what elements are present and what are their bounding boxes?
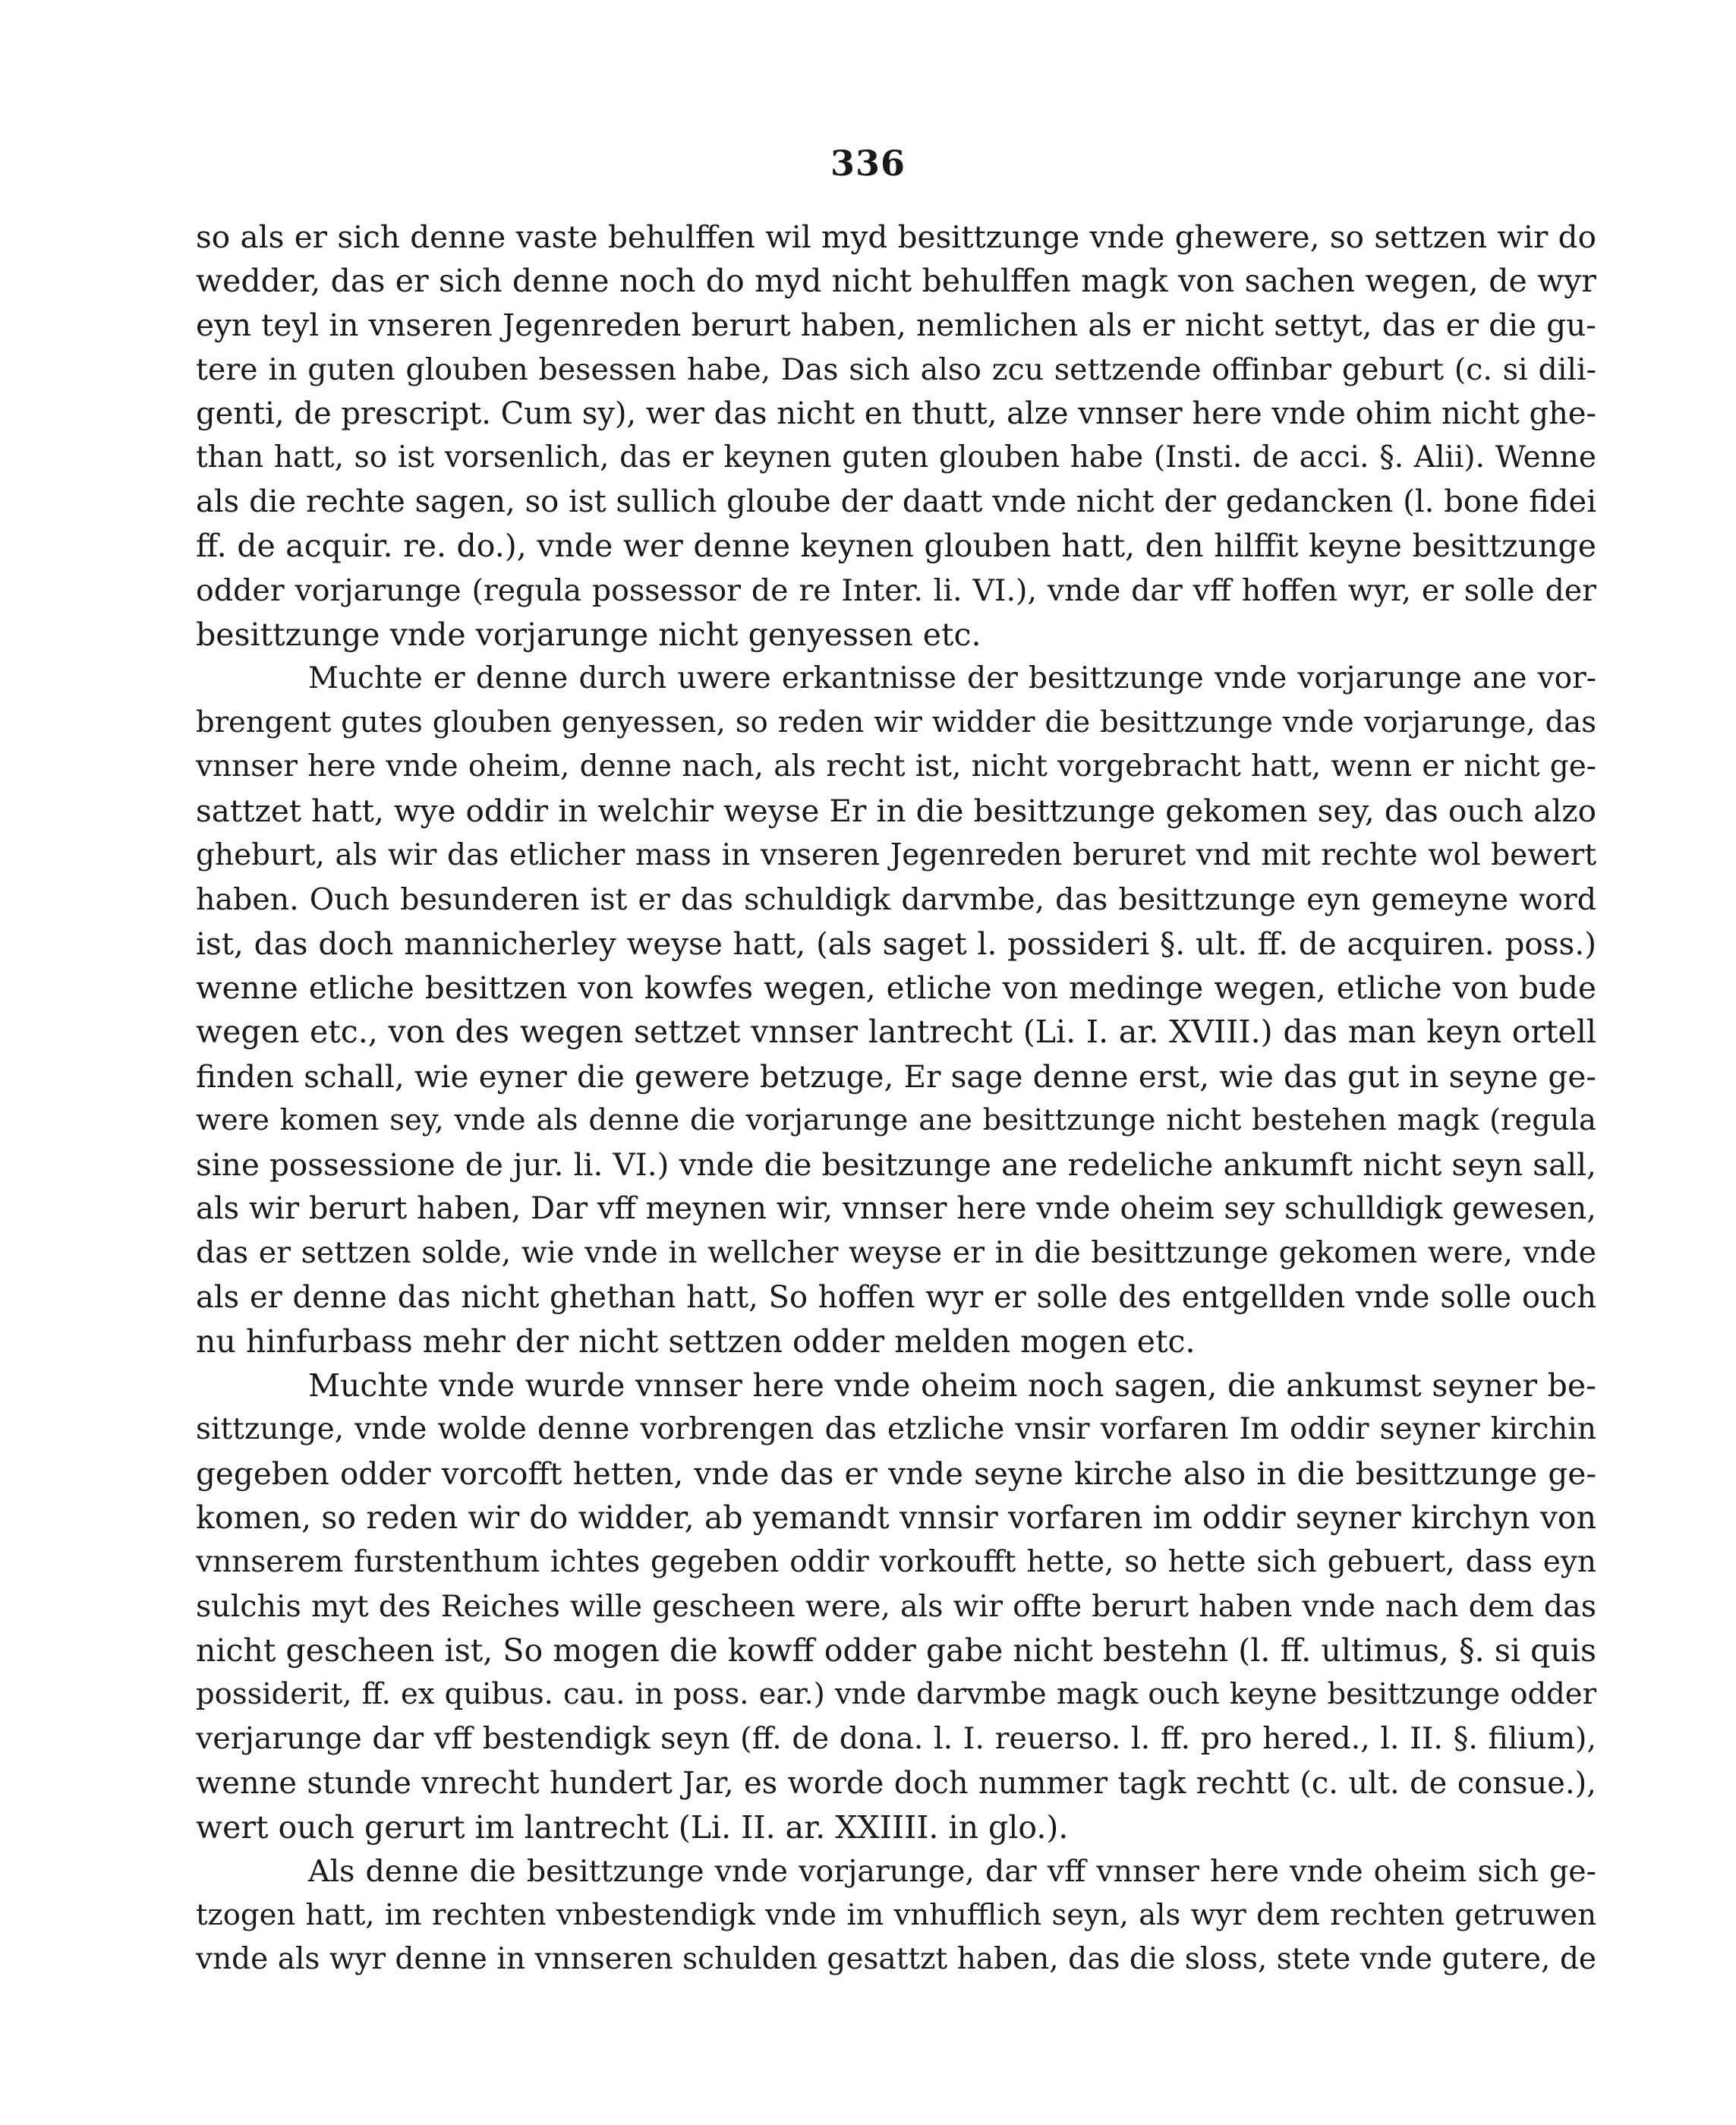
text-line: gegeben odder vorcofft hetten, vnde das er vnde seyne kirche also in die besittzunge ge- [196, 1455, 1596, 1493]
text-line: brengent gutes glouben genyessen, so reden wir widder die besittzunge vnde vorjarunge, das [196, 705, 1596, 740]
text-line: wegen etc., von des wegen settzet vnnser lantrecht (Li. I. ar. XVIII.) das man keyn ortell [196, 1014, 1596, 1051]
text-line: haben. Ouch besunderen ist er das schuldigk darvmbe, das besittzunge eyn gemeyne word [196, 881, 1596, 917]
text-line: sine possessione de jur. li. VI.) vnde die besitzunge ane redeliche ankumft nicht seyn sall, [196, 1146, 1596, 1183]
text-line: vnnserem furstenthum ichtes gegeben oddir vorkoufft hette, so hette sich gebuert, dass eyn [196, 1544, 1596, 1579]
text-line: wenne etliche besittzen von kowfes wegen, etliche von medinge wegen, etliche von bude [196, 969, 1596, 1007]
text-line: ff. de acquir. re. do.), vnde wer denne keynen glouben hatt, den hilffit keyne besittzunge [196, 528, 1596, 565]
text-line: als die rechte sagen, so ist sullich gloube der daatt vnde nicht der gedancken (l. bone fidei [196, 484, 1596, 520]
text-line: tere in guten glouben besessen habe, Das sich also zcu settzende offinbar geburt (c. si dili- [196, 352, 1596, 387]
text-line: wenne stunde vnrecht hundert Jar, es worde doch nummer tagk rechtt (c. ult. de consue.), [196, 1765, 1596, 1801]
text-line: finden schall, wie eyner die gewere betzuge, Er sage denne erst, wie das gut in seyne ge- [196, 1058, 1596, 1095]
text-line: komen, so reden wir do widder, ab yemandt vnnsir vorfaren im oddir seyner kirchyn von [196, 1499, 1596, 1537]
text-line: so als er sich denne vaste behulffen wil myd besittzunge vnde ghewere, so settzen wir do [196, 219, 1596, 255]
text-line: wedder, das er sich denne noch do myd nicht behulffen magk von sachen wegen, de wyr [196, 263, 1596, 300]
text-line: besittzunge vnde vorjarunge nicht genyessen etc. [196, 616, 981, 653]
text-line: tzogen hatt, im rechten vnbestendigk vnde im vnhufflich seyn, als wyr dem rechten getruwen [196, 1898, 1596, 1933]
text-line: vnnser here vnde oheim, denne nach, als recht ist, nicht vorgebracht hatt, wenn er nicht ge- [196, 749, 1596, 784]
text-line: odder vorjarunge (regula possessor de re Inter. li. VI.), vnde dar vff hoffen wyr, er solle der [196, 572, 1596, 608]
text-line: than hatt, so ist vorsenlich, das er keynen guten glouben habe (Insti. de acci. §. Alii). Wenne [196, 440, 1596, 474]
text-line: als er denne das nicht ghethan hatt, So hoffen wyr er solle des entgellden vnde solle ouch [196, 1279, 1596, 1315]
text-line: possiderit, ff. ex quibus. cau. in poss. ear.) vnde darvmbe magk ouch keyne besittzunge odder [196, 1677, 1596, 1712]
text-line: gheburt, als wir das etlicher mass in vnseren Jegenreden beruret vnd mit rechte wol bewert [196, 837, 1596, 872]
text-line: sulchis myt des Reiches wille gescheen were, als wir offte berurt haben vnde nach dem das [196, 1588, 1596, 1624]
body-text [196, 215, 1596, 1982]
text-line: wert ouch gerurt im lantrecht (Li. II. ar. XXIIII. in glo.). [196, 1808, 1069, 1846]
text-line: were komen sey, vnde als denne die vorjarunge ane besittzunge nicht bestehen magk (regula [196, 1102, 1596, 1137]
text-line: Als denne die besittzunge vnde vorjarunge, dar vff vnnser here vnde oheim sich ge- [308, 1853, 1596, 1889]
text-line: nu hinfurbass mehr der nicht settzen odder melden mogen etc. [196, 1323, 1196, 1360]
text-line: das er settzen solde, wie vnde in wellcher weyse er in die besittzunge gekomen were, vnde [196, 1235, 1596, 1271]
text-line: sattzet hatt, wye oddir in welchir weyse Er in die besittzunge gekomen sey, das ouch alzo [196, 793, 1596, 830]
text-line: nicht gescheen ist, So mogen die kowff odder gabe nicht bestehn (l. ff. ultimus, §. si quis [196, 1632, 1596, 1669]
text-line: genti, de prescript. Cum sy), wer das nicht en thutt, alze vnnser here vnde ohim nicht ghe- [196, 396, 1597, 431]
text-line: verjarunge dar vff bestendigk seyn (ff. de dona. l. I. reuerso. l. ff. pro hered., l. II. §. filium), [196, 1721, 1596, 1757]
text-line: sittzunge, vnde wolde denne vorbrengen das etzliche vnsir vorfaren Im oddir seyner kirchin [196, 1412, 1596, 1447]
text-line: ist, das doch mannicherley weyse hatt, (als saget l. possideri §. ult. ff. de acquiren. poss.) [196, 925, 1596, 962]
text-line: Muchte vnde wurde vnnser here vnde oheim noch sagen, die ankumst seyner be- [308, 1367, 1596, 1404]
page-number: 336 [830, 143, 906, 184]
text-line: vnde als wyr denne in vnnseren schulden gesattzt haben, das die sloss, stete vnde gutere, de [196, 1942, 1596, 1977]
text-line: Muchte er denne durch uwere erkantnisse der besittzunge vnde vorjarunge ane vor- [308, 661, 1596, 695]
text-line: als wir berurt haben, Dar vff meynen wir, vnnser here vnde oheim sey schulldigk gewesen, [196, 1191, 1596, 1227]
text-line: eyn teyl in vnseren Jegenreden berurt haben, nemlichen als er nicht settyt, das er die gu- [196, 307, 1596, 344]
